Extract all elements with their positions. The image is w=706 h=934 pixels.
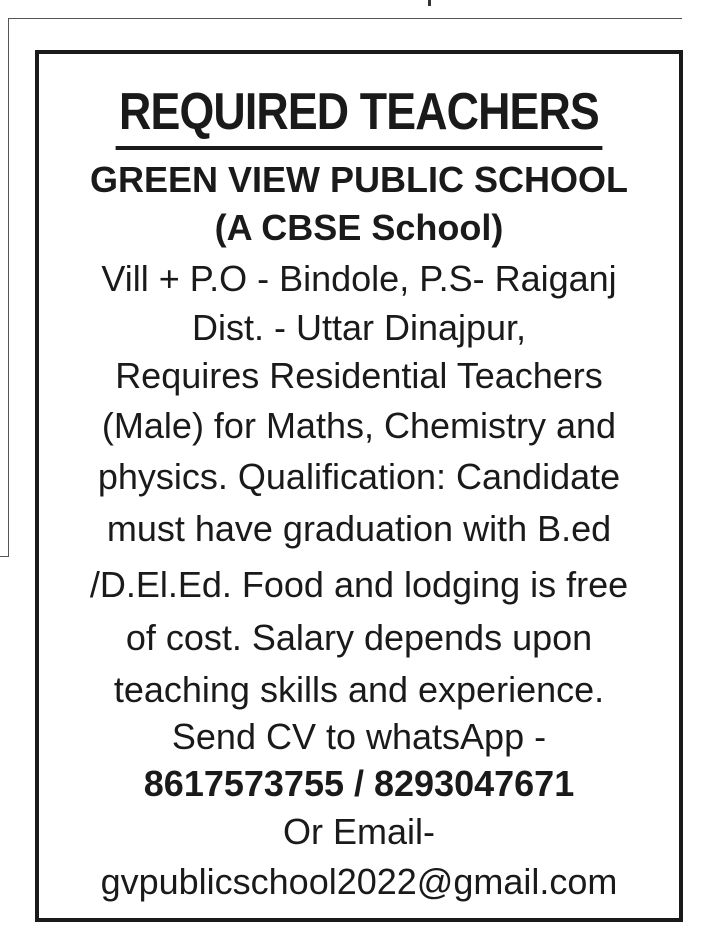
- body-line: (Male) for Maths, Chemistry and: [101, 405, 617, 446]
- contact-email: gvpublicschool2022@gmail.com: [100, 861, 618, 902]
- page-rule-bottom: [0, 556, 9, 557]
- body-line: of cost. Salary depends upon: [125, 617, 593, 658]
- page-tick-mark: [428, 0, 431, 6]
- email-label: Or Email-: [283, 811, 435, 852]
- body-line: Send CV to whatsApp -: [171, 716, 547, 757]
- body-line: teaching skills and experience.: [113, 669, 605, 710]
- body-line: /D.El.Ed. Food and lodging is free: [89, 564, 629, 605]
- body-line: physics. Qualification: Candidate: [97, 456, 621, 497]
- contact-phones: 8617573755 / 8293047671: [143, 763, 575, 804]
- body-line: Dist. - Uttar Dinajpur,: [191, 307, 527, 348]
- ad-headline: REQUIRED TEACHERS: [116, 80, 603, 150]
- body-line: Vill + P.O - Bindole, P.S- Raiganj: [101, 258, 617, 299]
- classified-ad: [35, 50, 683, 922]
- body-line: must have graduation with B.ed: [106, 508, 612, 549]
- page-rule-left: [8, 18, 9, 556]
- school-name: GREEN VIEW PUBLIC SCHOOL: [89, 159, 629, 200]
- ad-headline-wrap: [39, 80, 679, 150]
- page-rule-top: [8, 18, 682, 19]
- body-line: Requires Residential Teachers: [115, 355, 603, 396]
- school-type: (A CBSE School): [214, 207, 504, 248]
